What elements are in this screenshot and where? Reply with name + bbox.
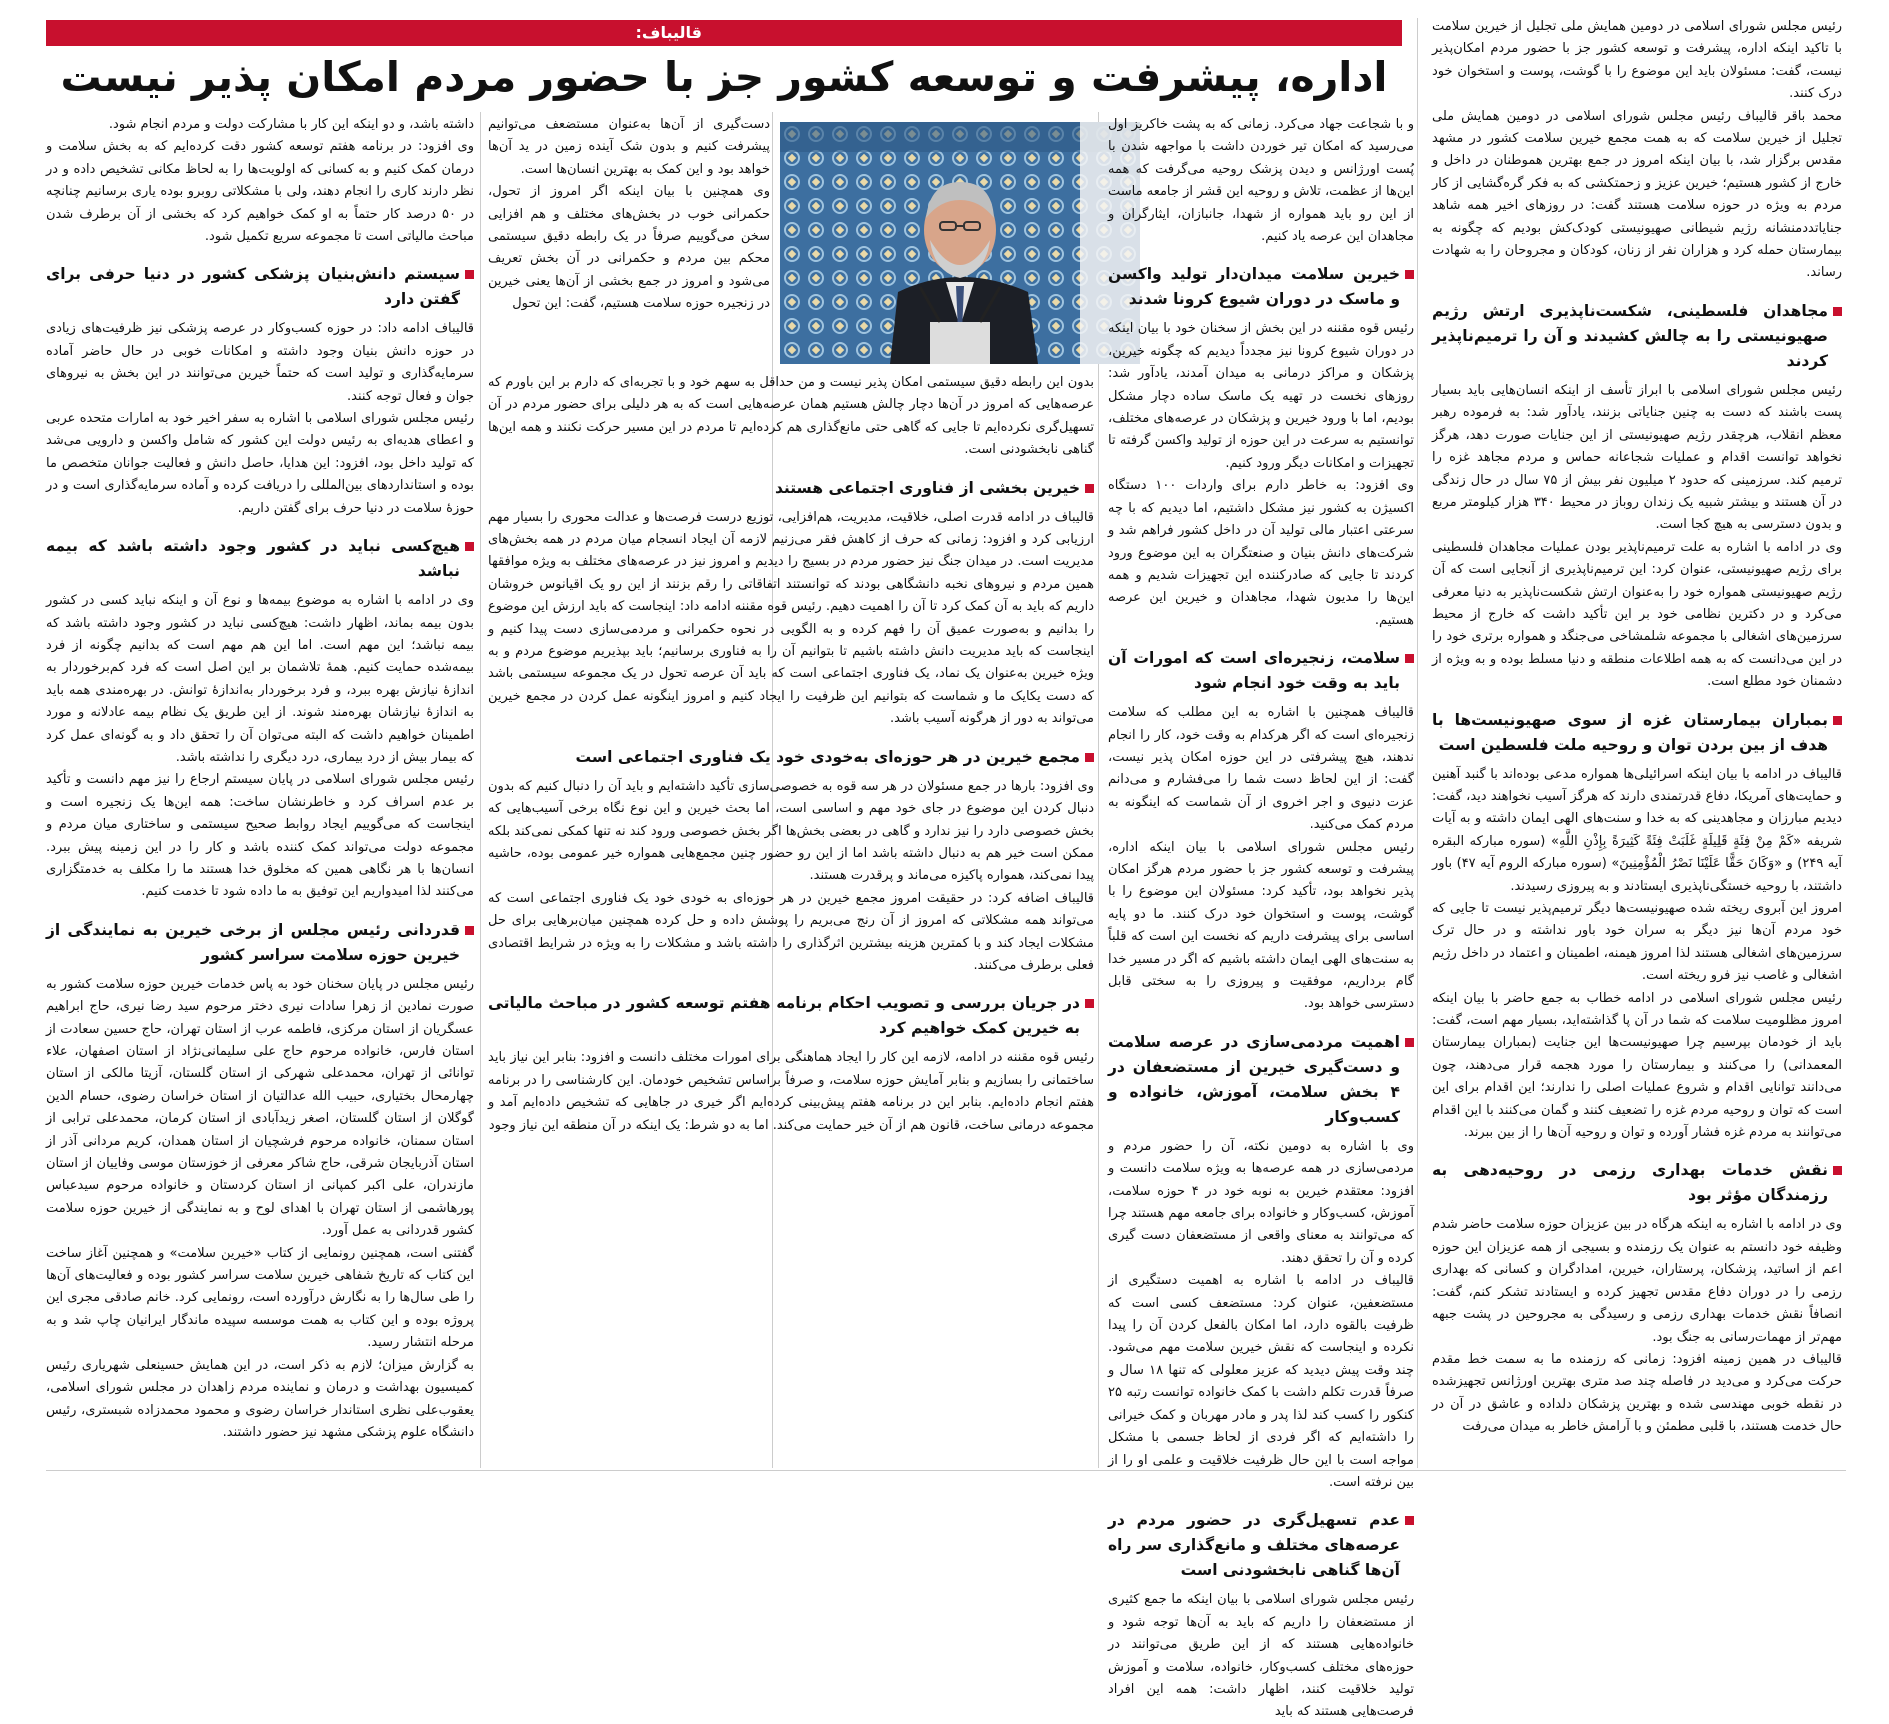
subheading: در جریان بررسی و تصویب احکام برنامه هفتم توسعه کشور در مباحث مالیاتی به خیرین کمک خواهیم کرد [488,991,1094,1041]
paragraph: وی در ادامه با اشاره به اینکه هرگاه در بین عزیزان حوزه سلامت حاضر شدم وظیفه خود دانستم به عنوان یک رزمنده و بسیجی از همه عزیزان این حوزه اعم از اساتید، پزشکان، پرستاران، خیرین، امدادگران و کسانی که بهداری رزمی را در دوران دفاع مقدس تجهیز کرده و ایستادند تشکر کنم، گفت: انصافاً نقش خدمات بهداری رزمی و رسیدگی به مجروحین در پشت جبهه مهم‌تر از مهمات‌رسانی به جنگ بود. [1432,1217,1842,1345]
speaker-photo [780,122,1140,364]
paragraph: رئیس مجلس شورای اسلامی با اشاره به سفر اخیر خود به امارات متحده عربی و اعطای هدیه‌ای به رئیس دولت این کشور که شامل واکسن و دارویی می‌شد که تولید داخل بود، افزود: این هدایا، حاصل دانش و فعالیت جوانان متخصص ما بوده و استانداردهای بین‌المللی را دریافت کرده و آماده سرمایه‌گذاری است و در حوزهٔ سلامت در دنیا حرف برای گفتن داریم. [46,411,474,516]
page-bottom-rule [46,1470,1846,1471]
article-column-3-top [488,114,770,370]
paragraph: امروز این آبروی ریخته شده صهیونیست‌ها دیگر ترمیم‌پذیر نیست تا جایی که خود مردم آن‌ها نیز دیگر به سران خود باور نداشته و در حال ترک سرزمین‌های اشغالی هستند لذا امروز هیمنه، اطمینان و اعتماد در داخل رژیم اشغالی و غاصب نیز فرو ریخته است. [1432,901,1842,984]
paragraph: قالیباف در ادامه با اشاره به اهمیت دستگیری از مستضعفین، عنوان کرد: مستضعف کسی است که ظرفیت بالقوه دارد، اما امکان بالفعل کردن آن را پیدا نکرده و اینجاست که نقش خیرین سلامت مهم می‌شود. چند وقت پیش دیدید که عزیز معلولی که تنها ۱۸ سال و صرفاً قدرت تکلم داشت با کمک خانواده توانست رتبه ۲۵ کنکور را کسب کند لذا پدر و مادر مهربان و کمک خیرانی را داشته‌ایم که اگر فردی از لحاظ جسمی با مشکل مواجه است با این حال ظرفیت خلاقیت و علمی او را از بین نرفته است. [1108,1273,1415,1490]
paragraph: و با شجاعت جهاد می‌کرد. زمانی که به پشت خاکریز اول می‌رسید که امکان تیر خوردن داشت با مواجهه شدن با پُست اورژانس و دیدن پزشک روحیه می‌گرفت که همه این‌ها از عظمت، تلاش و روحیه این قشر از جامعه ماست از این رو باید همواره از شهدا، جانبازان، ایثارگران و مجاهدان این عرصه یاد کنیم. [1108,117,1414,245]
paragraph: رئیس مجلس شورای اسلامی در پایان سیستم ارجاع را نیز مهم دانست و تأکید بر عدم اسراف کرد و خاطرنشان ساخت: همه این‌ها یک زنجیره است و اینجاست که می‌گوییم ایجاد روابط صحیح سیستمی و ساختاری میان مردم و مجموعه دولت می‌تواند کمک کننده باشد و کار را در این زمینه پیش ببرد. انسان‌ها با هر نگاهی همین که مخلوق خدا هستند ما را مکلف به خدمتگزاری می‌کنند لذا امیدواریم این توفیق به ما داده شود تا خدمت کنیم. [46,772,474,900]
paragraph: رئیس مجلس شورای اسلامی در ادامه خطاب به جمع حاضر با بیان اینکه امروز مظلومیت سلامت که شما در آن پا گذاشته‌اید، بسیار مهم است، گفت: باید از خودمان بپرسیم چرا صهیونیست‌ها این جنایت (بمباران بیمارستان المعمدانی) را می‌کنند و بیمارستان را مورد هجمه قرار می‌دهند، چون می‌دانند توانایی اقدام و شروع عملیات اصلی را ندارند؛ این اقدام برای این است که توان و روحیه مردم غزه را تضعیف کنند و گمان می‌کنند با این اقدام می‌توانند به مردم غزه فشار آورده و توان و روحیه آن‌ها را از بین ببرند. [1432,990,1842,1141]
paragraph: محمد باقر قالیباف رئیس مجلس شورای اسلامی در دومین همایش ملی تجلیل از خیرین سلامت که به همت مجمع خیرین سلامت کشور در مشهد مقدس برگزار شد، با بیان اینکه امروز در جمع بهترین هموطنان در داخل و خارج از کشور هستیم؛ خیرین عزیز و زحمتکشی که به فکر گره‌گشایی از کار مردم به ویژه در حوزه سلامت هستند گفت: در روزهای اخیر همه شاهد جنایاتددمنشانه رژیم شیطانی صهیونیستی کودک‌کش بودیم که چگونه به بیمارستان حمله کرد و هزاران نفر از زنان، کودکان و مجروحان را به شهادت رساند. [1432,108,1842,281]
subheading: سیستم دانش‌بنیان پزشکی کشور در دنیا حرفی برای گفتن دارد [46,262,474,312]
paragraph: رئیس مجلس شورای اسلامی در دومین همایش ملی تجلیل از خیرین سلامت با تاکید اینکه اداره، پیشرفت و توسعه کشور جز با حضور مردم امکان‌پذیر نیست، گفت: مسئولان باید این موضوع را با گوشت، پوست و استخوان خود درک کنند. [1432,19,1842,102]
subheading: سلامت، زنجیره‌ای است که امورات آن باید به وقت خود انجام شود [1108,646,1414,696]
headline: اداره، پیشرفت و توسعه کشور جز با حضور مردم امکان پذیر نیست [60,53,1388,101]
paragraph: وی افزود: در برنامه هفتم توسعه کشور دقت کرده‌ایم که به بخش سلامت و درمان کمک کنیم و به کسانی که اولویت‌ها را به لحاظ مکانی تشخیص داده و در نظر دارند کاری را انجام دهند، ولی با مشکلاتی روبرو بوده یاری برسانیم چنانچه در ۵۰ درصد کار حتماً به او کمک خواهیم کرد که بخشی از آن برطرف شدن مباحث مالیاتی است تا مجموعه سریع تکمیل شود. [46,139,475,245]
article-column-4 [46,114,474,1466]
subheading: مجاهدان فلسطینی، شکست‌ناپذیری ارتش رژیم صهیونیستی را به چالش کشیدند و آن را ترمیم‌ناپذیر کردند [1432,299,1842,374]
paragraph: وی افزود: به خاطر دارم برای واردات ۱۰۰ دستگاه اکسیژن به کشور نیز مشکل داشتیم، اما دیدیم که با چه سرعتی اعتبار مالی تولید آن در داخل کشور فراهم شد و شرکت‌های دانش بنیان و صنعتگران به این موضوع ورود کردند تا جایی که صادرکننده این تجهیزات شدیم و همه این‌ها را مدیون شهدا، مجاهدان و خیرین این عرصه هستیم. [1108,478,1414,628]
subheading: نقش خدمات بهداری رزمی در روحیه‌دهی به رزمندگان مؤثر بود [1432,1158,1842,1208]
subheading: مجمع خیرین در هر حوزه‌ای به‌خودی خود یک فناوری اجتماعی است [488,745,1094,770]
paragraph: داشته باشد، و دو اینکه این کار با مشارکت دولت و مردم انجام شود. [108,117,474,132]
subheading: خیرین سلامت میدان‌دار تولید واکسن و ماسک در دوران شیوع کرونا شدند [1108,262,1414,312]
paragraph: رئیس قوه مقننه در ادامه، لازمه این کار را ایجاد هماهنگی برای امورات مختلف دانست و افزود: بنابر این نیاز باید ساختمانی را بسازیم و بنابر آمایش حوزه سلامت، و صرفاً براساس تشخیص خودمان. این کارشناسی را در برنامه هفتم انجام داده‌ایم. بنابر این در برنامه هفتم پیش‌بینی کرده‌ایم اگر خیری در جاهایی که تشخیص داده‌ایم آمد و مجموعه درمانی ساخت، قانون هم از آن خیر حمایت می‌کند. اما به دو شرط: یک اینکه در آن منطقه این نیاز وجود [488,1050,1094,1133]
subheading: بمباران بیمارستان غزه از سوی صهیونیست‌ها با هدف از بین بردن توان و روحیه ملت فلسطین است [1432,708,1842,758]
paragraph: رئیس مجلس شورای اسلامی با بیان اینکه ما جمع کثیری از مستضعفان را داریم که باید به آن‌ها توجه شود و خانواده‌هایی هستند که از این طریق می‌توانند در حوزه‌های مختلف کسب‌وکار، خانواده، سلامت و آموزش تولید خلاقیت کنند، اظهار داشت: همه این افراد فرصت‌هایی هستند که باید [1108,1592,1414,1720]
column-rule [1417,18,1418,1468]
article-column-1 [1432,16,1842,1466]
paragraph: رئیس مجلس در پایان سخنان خود به پاس خدمات خیرین حوزه سلامت کشور به صورت نمادین از زهرا سادات نیری دختر مرحوم سید رضا نیری، حاج ابراهیم عسگریان از استان مرکزی، فاطمه عرب از استان تهران، حاج حسین سعادت از استان فارس، خانواده مرحوم حاج علی سلیمانی‌نژاد از استان اصفهان، علاء توانائی از تهران، محمدعلی شهرکی از استان گلستان، آزیتا مالکی از استان چهارمحال بختیاری، حبیب الله عدالتیان از استان خراسان رضوی، حسام الدین گوگلان از استان گلستان، اصغر زیدآبادی از استان کرمان، محمدعلی ترابی از استان سمنان، خانواده مرحوم فرشچیان از استان همدان، کریم مردانی آذر از استان آذربایجان شرقی، حاج شاکر معرفی از خوزستان موسی وفاییان از استان مازندران، علی اکبر کمپانی از استان کردستان و خانواده مرحوم سیدعباس پورهاشمی از استان تهران با اهدای لوح و به نمایندگی از خیرین حوزه سلامت کشور قدردانی به عمل آورد. [46,976,474,1239]
paragraph: قالیباف اضافه کرد: در حقیقت امروز مجمع خیرین در هر حوزه‌ای به خودی خود یک فناوری اجتماعی است که می‌تواند همه مشکلاتی که امروز از آن رنج می‌بریم را پوشش داده و حل کرده همچنین میان‌برهایی برای حل مشکلات ایجاد کند و با کمترین هزینه بیشترین اثرگذاری را داشته باشد و مشکلات را به ویژه در شرایط اقتصادی فعلی برطرف می‌کنند. [488,890,1094,973]
paragraph: رئیس قوه مقننه در این بخش از سخنان خود با بیان اینکه در دوران شیوع کرونا نیز مجدداً دیدیم که چگونه خیرین، پزشکان و مراکز درمانی به میدان آمدند، یادآور شد: روزهای نخست در تهیه یک ماسک ساده دچار مشکل بودیم، اما با ورود خیرین و پزشکان در عرصه‌های مختلف، توانستیم به سرعت در این حوزه از تولید واکسن گرفته تا تجهیزات و امکانات دیگر ورود کنیم. [1108,321,1414,471]
paragraph: دست‌گیری از آن‌ها به‌عنوان مستضعف می‌توانیم پیشرفت کنیم و بدون شک آینده زمین در ید آن‌ها خواهد بود و این کمک به بهترین انسان‌ها است. [488,117,770,177]
subheading: هیچ‌کسی نباید در کشور وجود داشته باشد که بیمه نباشد [46,534,474,584]
paragraph: قالیباف همچنین با اشاره به این مطلب که سلامت زنجیره‌ای است که اگر هرکدام به وقت خود، کار را انجام ندهند، هیچ پیشرفتی در این حوزه امکان پذیر نیست، گفت: از این لحاظ دست شما را می‌فشارم و می‌دانم عزت دنیوی و اجر اخروی از آن شماست که اینگونه به مردم کمک می‌کنید. [1108,705,1414,833]
paragraph: بدون این رابطه دقیق سیستمی امکان پذیر نیست و من حداقل به سهم خود و با تجربه‌ای که دارم بر این باورم که عرصه‌هایی که امروز در آن‌ها دچار چالش هستیم همان عرصه‌هایی است که به هر دلیلی برای حضور مردم در آن تسهیل‌گری نکرده‌ایم تا جایی که گاهی حتی مانع‌گذاری هم کرده‌ایم تا مردم در این مسیر حرکت نکنند و همه این‌ها گناهی نابخشودنی است. [488,375,1094,458]
paragraph: وی همچنین با بیان اینکه اگر امروز از تحول، حکمرانی خوب در بخش‌های مختلف و هم افزایی سخن می‌گوییم صرفاً در یک رابطه دقیق سیستمی محکم بین مردم و حکمرانی در آن بخش تعریف می‌شود و امروز در جمع بخشی از آن‌ها یعنی خیرین در زنجیره حوزه سلامت هستیم، گفت: این تحول [488,184,770,312]
paragraph: قالیباف ادامه داد: در حوزه کسب‌وکار در عرصه پزشکی نیز ظرفیت‌های زیادی در حوزه دانش بنیان وجود داشته و امکانات خوبی در حال حاضر آماده سرمایه‌گذاری و تولید است که حتماً خیرین می‌توانند در این بخش به نیروهای جوان و فعال توجه کنند. [46,321,474,404]
article-column-2 [1108,114,1415,1720]
paragraph: رئیس مجلس شورای اسلامی با ابراز تأسف از اینکه انسان‌هایی باید بسیار پست باشند که دست به چنین جنایاتی بزنند، یادآور شد: به فرموده رهبر معظم انقلاب، هرچقدر رژیم صهیونیستی از این جنایات صورت دهد، هرگز نخواهد توانست اقدام و عملیات شجاعانه حماس و مردم مجاهد غزه را ترمیم کند. سرزمینی که حدود ۲ میلیون نفر بیش از ۷۵ سال در حال زندگی در آن هستند و بیشتر شبیه یک زندان روباز در محیط ۳۴۰ هزار کیلومتر مربع و بدون دسترسی به هیچ کجا است. [1432,382,1842,533]
paragraph: وی در ادامه با اشاره به علت ترمیم‌ناپذیر بودن عملیات مجاهدان فلسطینی برای رژیم صهیونیستی، عنوان کرد: این ترمیم‌ناپذیری از آنجایی است که آن رژیم صهیونیستی همواره خود را به‌عنوان ارتش شکست‌ناپذیر به دنیا معرفی می‌کرد و در دکترین نظامی خود بر این تأکید داشت که خارج از محیط سرزمین‌های اشغالی با مجموعه شلمشاخی می‌جنگد و همواره برتری خود را در این می‌دانست که به همه اطلاعات منطقه و دنیا مسلط بوده و به ویژه از دشمنان خود مطلع است. [1432,539,1842,690]
paragraph: وی در ادامه با اشاره به موضوع بیمه‌ها و نوع آن و اینکه نباید کسی در کشور بدون بیمه بماند، اظهار داشت: هیچ‌کسی نباید در کشور وجود داشته باشد که بیمه نباشد؛ این مهم است. اما این هم مهم است که بدانیم چگونه از فرد بیمه‌شده حمایت کنیم. همهٔ تلاشمان بر این اصل است که فرد کم‌برخوردار به اندازهٔ نیازش بهره ببرد، و فرد برخوردار به‌اندازهٔ توانش. در بهره‌مندی همه باید به اندازهٔ نیازشان بهره‌مند شوند. از این طریق یک نظام بیمه عادلانه و مورد اطمینان خواهیم داشت که البته می‌توان آن را تحقق داد و به گونه‌ای عمل کرد که بیمار بیش از درد بیماری، درد دیگری را نداشته باشد. [46,593,474,765]
subheading: عدم تسهیل‌گری در حضور مردم در عرصه‌های مختلف و مانع‌گذاری سر راه آن‌ها گناهی نابخشودنی است [1108,1508,1414,1583]
paragraph: وی افزود: بارها در جمع مسئولان در هر سه قوه به خصوصی‌سازی تأکید داشته‌ایم و باید آن را دنبال کنیم که بدون دنبال کردن این موضوع در جای خود مهم و اساسی است، اما بحث خیرین و این نوع نگاه برخی آسیب‌هایی که بخش خصوصی دارد را نیز ندارد و گاهی در بعضی بخش‌ها اگر بخش خصوصی ورود کند نه تنها کمکی نمی‌کند بلکه ممکن است خیر هم به دنبال داشته باشد اما از این رو حضور چنین مجمع‌هایی همواره خیر عمومی بوده، حاشیه پیدا نمی‌کند، همواره پاکیزه می‌ماند و پرقدرت هستند. [488,778,1094,884]
headline-kicker: قالیباف: [46,20,1402,46]
paragraph: قالیباف در ادامه قدرت اصلی، خلاقیت، مدیریت، هم‌افزایی، توزیع درست فرصت‌ها و عدالت محوری را بسیار مهم ارزیابی کرد و افزود: زمانی که حرف از کاهش فقر می‌زنیم لازمه آن ایجاد انسجام میان مردم در همه بخش‌های مدیریت است. در میدان جنگ نیز حضور مردم در بسیج را دیدیم و امروز نیز در عرصه‌های مختلف به ویژه موافقها همین مردم و نیروهای نخبه دانشگاهی بودند که توانستند اتفاقاتی را رقم بزنند از این رو یک اقیانوس خروشان داریم که باید به آن کمک کرد تا آن را اهمیت دهیم. رئیس قوه مقننه ادامه داد: اینجاست که باید ارزش این موضوع را بدانیم و به‌صورت عمیق آن را فهم کرده و به الگویی در نحوه حکمرانی و مردمی‌سازی دست پیدا کنیم و اینجاست که باید مدیریت دانش داشته باشیم تا بتوانیم آن را به فناوری برسانیم؛ باید بپذیریم موضوع مردم و به ویژه خیرین به‌عنوان یک نماد، یک فناوری اجتماعی است که باید آن عرصه تحول در یک مجموعه سیستمی باشد که دست یکایک ما و شماست که بتوانیم این ظرفیت را ایجاد کنیم و امروز اینگونه عمل کردن در مجمع خیرین می‌تواند به دور از هرگونه آسیب باشد. [488,509,1094,727]
subheading: قدردانی رئیس مجلس از برخی خیرین به نمایندگی از خیرین حوزه سلامت سراسر کشور [46,918,474,968]
column-rule [480,112,481,1468]
paragraph: وی با اشاره به دومین نکته، آن را حضور مردم و مردمی‌سازی در همه عرصه‌ها به ویژه سلامت دانست و افزود: معتقدم خیرین به نوبه خود در ۴ حوزه سلامت، آموزش، کسب‌وکار و خانواده برای جامعه مهم هستند چرا که می‌توانند به معنای واقعی از مستضعفان دست گیری کرده و آن را تحقق دهند. [1108,1138,1414,1266]
subheading: خیرین بخشی از فناوری اجتماعی هستند [488,476,1094,501]
paragraph: رئیس مجلس شورای اسلامی با بیان اینکه اداره، پیشرفت و توسعه کشور جز با حضور مردم هرگز امکان پذیر نخواهد بود، تأکید کرد: مسئولان این موضوع را با گوشت، پوست و استخوان خود درک کنند. ما دو پایه اساسی برای پیشرفت داریم که نخست این است که قلباً به سنت‌های الهی ایمان داشته باشیم که اگر در مسیر خدا گام برداریم، موفقیت و پیروزی را به سختی قابل دسترسی خواهد بود. [1108,839,1414,1012]
speaker-photo-image [780,122,1140,364]
paragraph: قالیباف در ادامه با بیان اینکه اسرائیلی‌ها همواره مدعی بوده‌اند با گنبد آهنین و حمایت‌های آمریکا، دفاع قدرتمندی دارند که هرگز آسیب نخواهند دید، گفت: دیدیم مبارزان و مجاهدینی که به خدا و سنت‌های الهی ایمان داشته و به آیات شریفه «کَمْ مِنْ فِئَةٍ قَلِیلَةٍ غَلَبَتْ فِئَةً کَثِیرَةً بِإِذْنِ اللَّهِ» (سوره مبارکه البقره آیه ۲۴۹) و «وَکَانَ حَقًّا عَلَیْنَا نَصْرُ الْمُؤْمِنِینَ» (سوره مبارکه الروم آیه ۴۷) باور داشتند، با روحیه خستگی‌ناپذیری ایستادند و به پیروزی رسیدند. [1432,766,1842,894]
paragraph: به گزارش میزان؛ لازم به ذکر است، در این همایش حسینعلی شهریاری رئیس کمیسیون بهداشت و درمان و نماینده مردم زاهدان در مجلس شورای اسلامی، یعقوب‌علی نظری استاندار خراسان رضوی و محمود محمدزاده شبستری، رئیس دانشگاه علوم پزشکی مشهد نیز حضور داشتند. [46,1357,474,1440]
paragraph: قالیباف در همین زمینه افزود: زمانی که رزمنده ما به سمت خط مقدم حرکت می‌کرد و می‌دید در فاصله چند صد متری بهترین اورژانس تجهیزشده در نقطه خوبی مهندسی شده و بهترین پزشکان دلداده و عاشق در آن در حال خدمت هستند، با قلبی مطمئن و با آرامش خاطر به میدان می‌رفت [1432,1351,1842,1435]
subheading: اهمیت مردمی‌سازی در عرصه سلامت و دست‌گیری خیرین از مستضعفان در ۴ بخش سلامت، آموزش، خانواده و کسب‌وکار [1108,1030,1414,1130]
article-column-3-bottom [488,372,1094,1466]
paragraph: گفتنی است، همچنین رونمایی از کتاب «خیرین سلامت» و همچنین آغاز ساخت این کتاب که تاریخ شفاهی خیرین سلامت سراسر کشور بوده و فعالیت‌های آن‌ها را طی سال‌ها را به نگارش درآورده است، رونمایی کرد. خانم صادقی مجری این پروژه بوده و این کتاب به همت موسسه سپیده ماندگار ایرانیان چاپ شد و به مرحله انتشار رسید. [46,1245,474,1351]
